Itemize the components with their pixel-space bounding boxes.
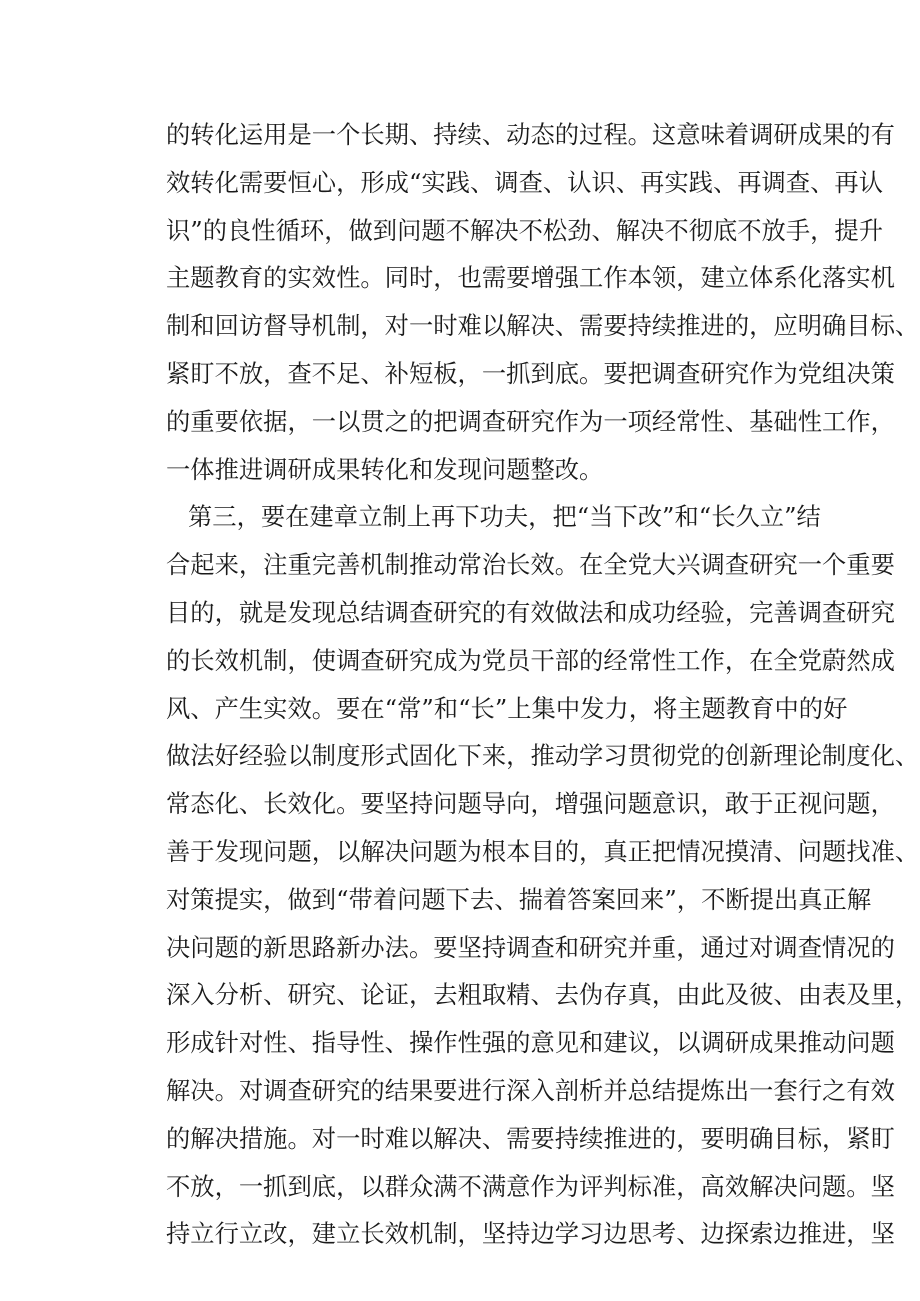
text-line: 决问题的新思路新办法。要坚持调查和研究并重，通过对调查情况的 xyxy=(166,932,895,962)
text-line: 的长效机制，使调查研究成为党员干部的经常性工作，在全党蔚然成 xyxy=(166,645,895,675)
text-line: 紧盯不放，查不足、补短板，一抓到底。要把调查研究作为党组决策 xyxy=(166,358,895,388)
body-text xyxy=(166,111,920,1258)
text-line: 善于发现问题，以解决问题为根本目的，真正把情况摸清、问题找准、 xyxy=(166,836,920,866)
text-line: 的解决措施。对一时难以解决、需要持续推进的，要明确目标，紧盯 xyxy=(166,1123,895,1153)
text-line: 的转化运用是一个长期、持续、动态的过程。这意味着调研成果的有 xyxy=(166,120,895,149)
text-line: 对策提实，做到“带着问题下去、揣着答案回来”，不断提出真正解 xyxy=(166,884,872,914)
text-line: 形成针对性、指导性、操作性强的意见和建议，以调研成果推动问题 xyxy=(166,1028,895,1058)
text-line: 第三，要在建章立制上再下功夫，把“当下改”和“长久立”结 xyxy=(188,502,821,532)
text-line: 目的，就是发现总结调查研究的有效做法和成功经验，完善调查研究 xyxy=(166,597,895,627)
text-line: 解决。对调查研究的结果要进行深入剖析并总结提炼出一套行之有效 xyxy=(166,1075,895,1105)
text-line: 做法好经验以制度形式固化下来，推动学习贯彻党的创新理论制度化、 xyxy=(166,741,920,771)
text-line: 识”的良性循环，做到问题不解决不松劲、解决不彻底不放手，提升 xyxy=(166,215,884,245)
text-line: 常态化、长效化。要坚持问题导向，增强问题意识，敢于正视问题， xyxy=(166,789,895,819)
text-line: 主题教育的实效性。同时，也需要增强工作本领，建立体系化落实机 xyxy=(166,263,895,293)
text-line: 效转化需要恒心，形成“实践、调查、认识、再实践、再调查、再认 xyxy=(166,167,884,197)
text-line: 深入分析、研究、论证，去粗取精、去伪存真，由此及彼、由表及里， xyxy=(166,980,920,1010)
text-line: 制和回访督导机制，对一时难以解决、需要持续推进的，应明确目标、 xyxy=(166,311,920,341)
text-line: 合起来，注重完善机制推动常治长效。在全党大兴调查研究一个重要 xyxy=(166,550,895,580)
text-line: 一体推进调研成果转化和发现问题整改。 xyxy=(166,454,604,484)
text-line: 不放，一抓到底，以群众满不满意作为评判标准，高效解决问题。坚 xyxy=(166,1171,895,1201)
text-line: 持立行立改，建立长效机制，坚持边学习边思考、边探索边推进，坚 xyxy=(166,1219,895,1249)
text-line: 风、产生实效。要在“常”和“长”上集中发力，将主题教育中的好 xyxy=(166,693,848,723)
text-line: 的重要依据，一以贯之的把调查研究作为一项经常性、基础性工作， xyxy=(166,406,895,436)
